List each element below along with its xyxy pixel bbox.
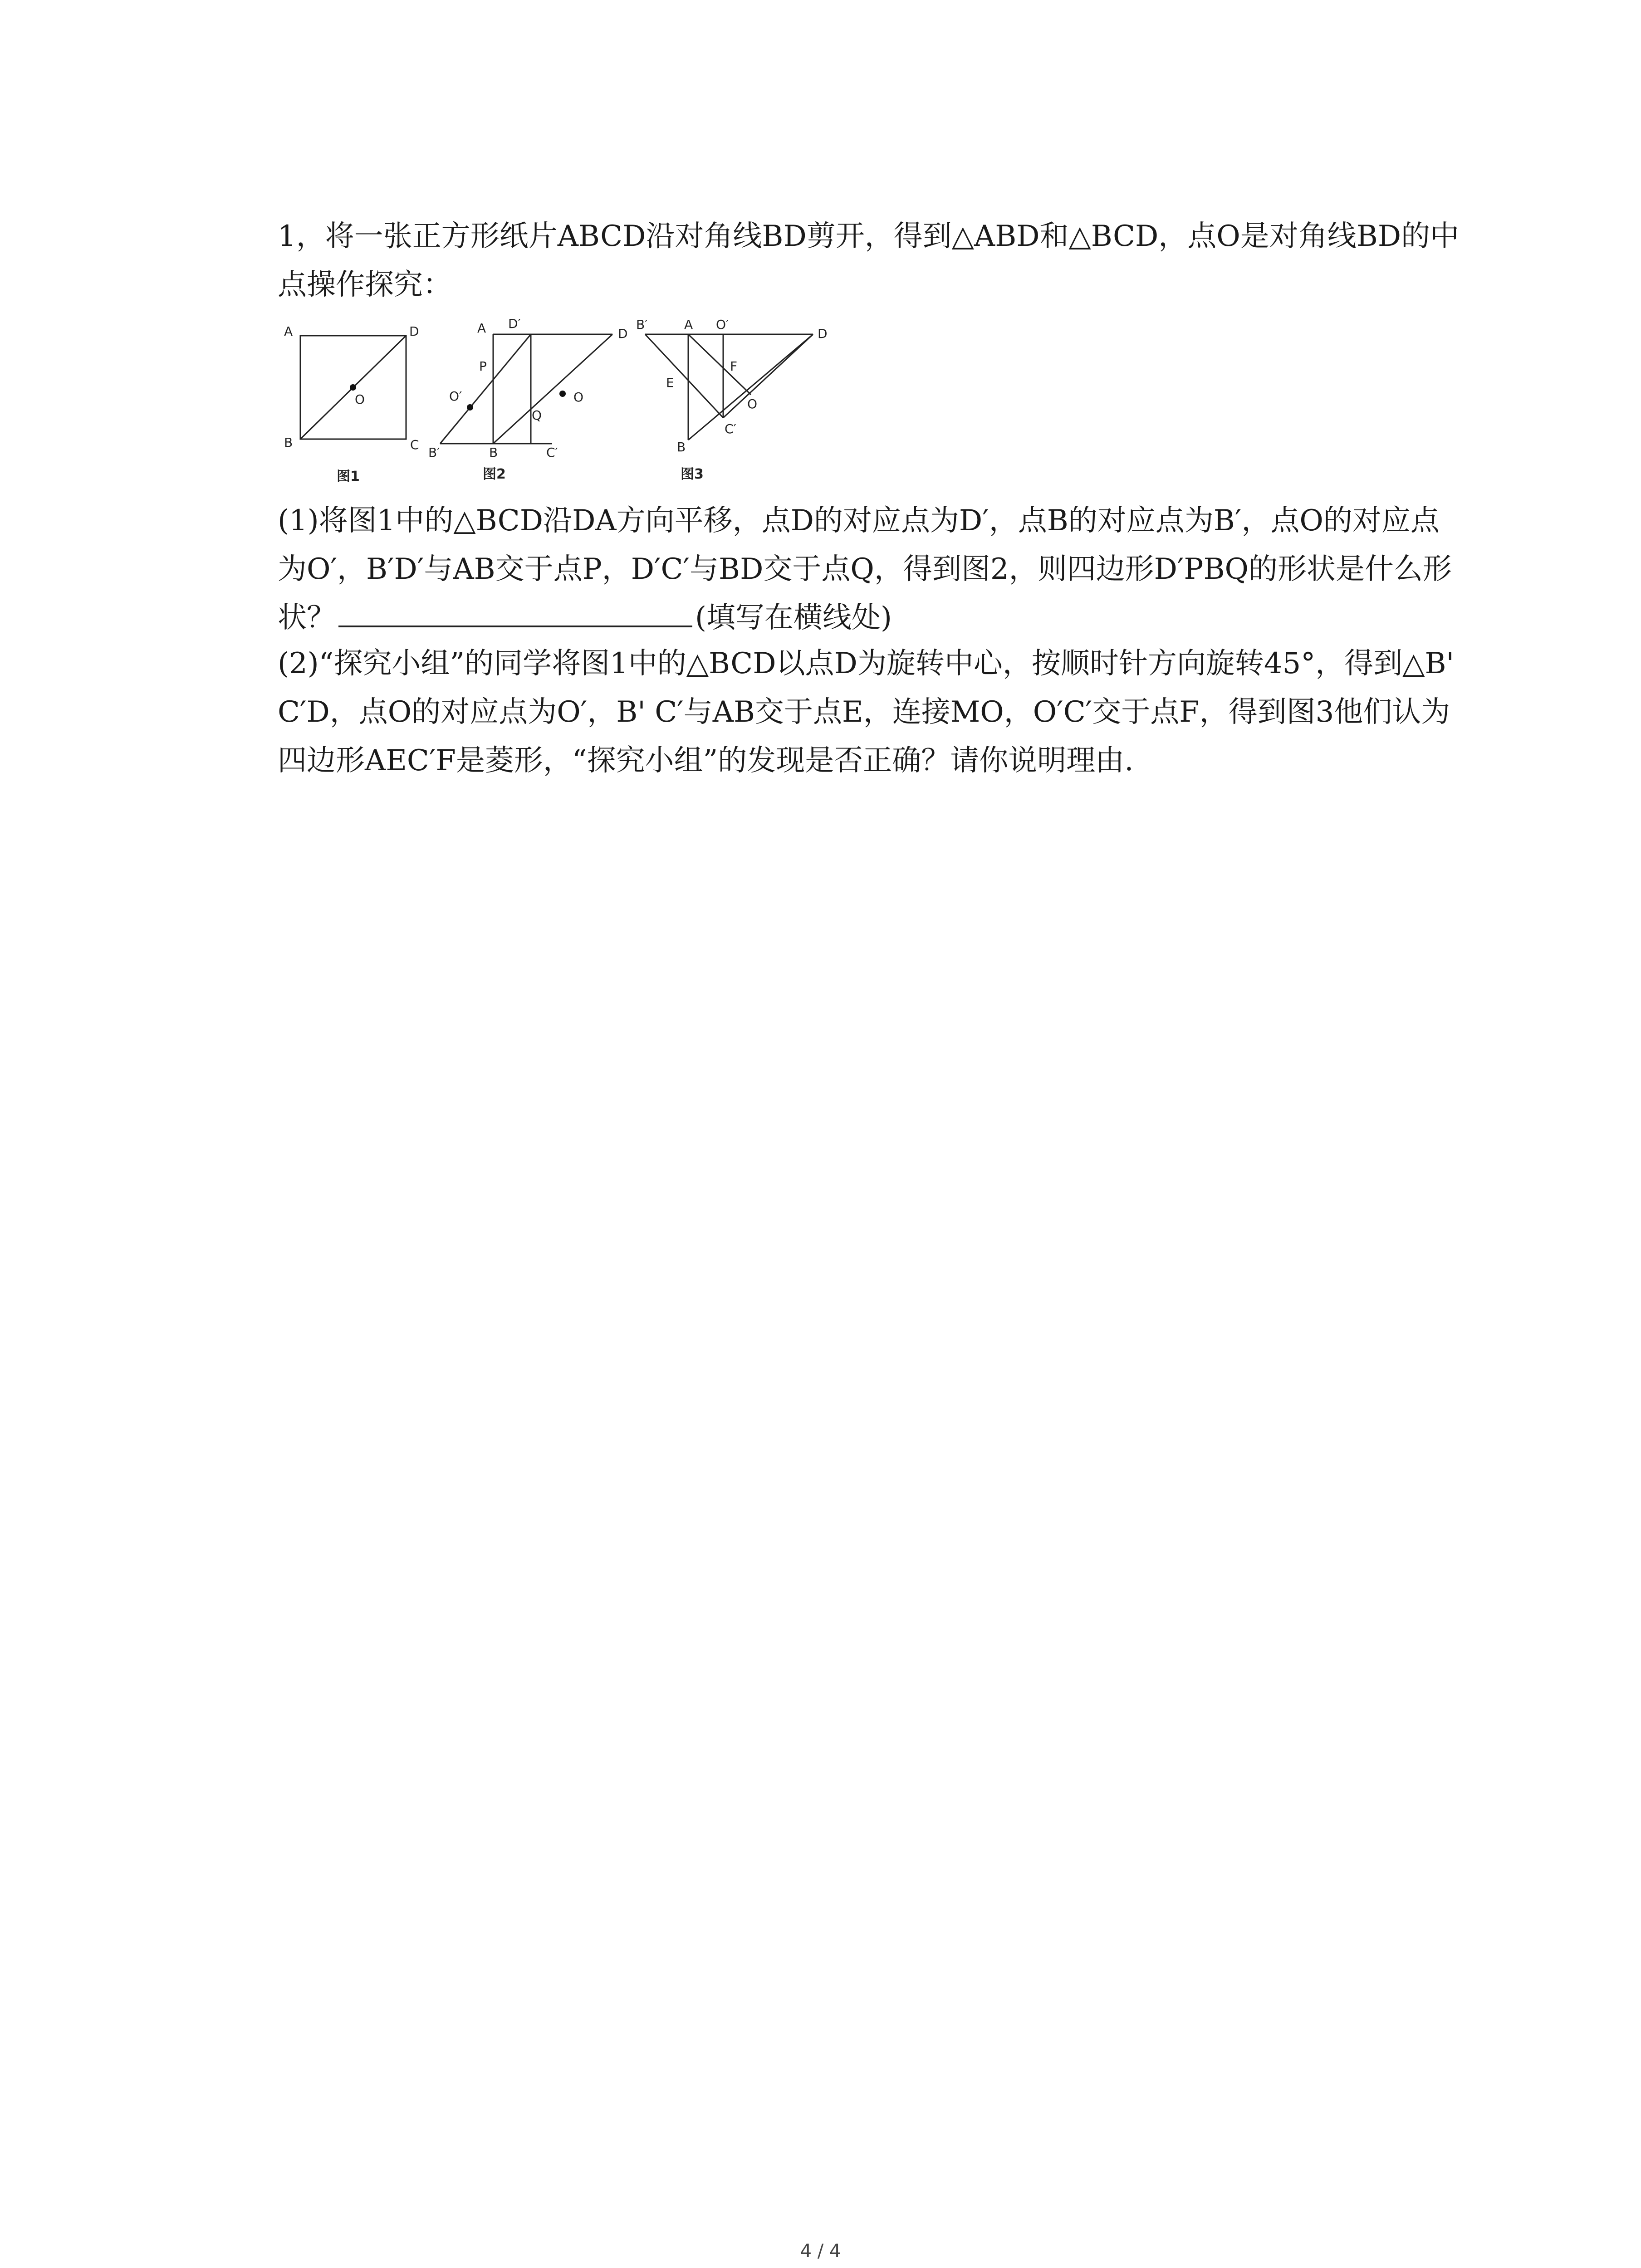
- label-b-prime: B′: [428, 445, 440, 460]
- label-o: O: [355, 392, 365, 407]
- segment-b-d: [688, 334, 813, 440]
- question-part-1: [278, 497, 1466, 642]
- segment-d-c-prime: [723, 334, 813, 418]
- point-o-fig2: [559, 391, 566, 397]
- label-b: B: [489, 445, 498, 460]
- label-c-prime: C′: [546, 445, 558, 460]
- geometry-figures: [278, 311, 858, 492]
- label-p: P: [479, 359, 487, 374]
- question-intro: 1，将一张正方形纸片ABCD沿对角线BD剪开，得到△ABD和△BCD，点O是对角线BD的中点操作探究：: [278, 220, 1460, 302]
- label-a: A: [684, 317, 693, 332]
- label-d: D: [818, 326, 828, 341]
- caption-fig1: 图1: [337, 469, 360, 484]
- segment-a-o: [688, 334, 751, 395]
- segment-b-prime-c-prime: [645, 334, 723, 418]
- segment-b-d: [493, 334, 612, 444]
- page-number: 4 / 4: [800, 2241, 841, 2262]
- label-o: O: [747, 396, 758, 411]
- label-b: B: [284, 435, 293, 450]
- label-a: A: [284, 324, 293, 339]
- point-o-fig1: [350, 384, 356, 391]
- label-d: D: [409, 324, 419, 339]
- label-o-prime: O′: [449, 389, 462, 404]
- label-o-prime: O′: [716, 317, 729, 332]
- caption-fig3: 图3: [681, 466, 704, 482]
- figure-2: [440, 334, 612, 444]
- question-part-2: (2)“探究小组”的同学将图1中的△BCD以点D为旋转中心，按顺时针方向旋转45°，得到△B' C′D，点O的对应点为O′，B' C′与AB交于点E，连接MO，O′C′交于点F，得到图3他们认为四边形AEC′F是菱形，“探究小组”的发现是否正确？请你说明理由.: [278, 647, 1464, 777]
- label-d: D: [618, 326, 628, 341]
- part-1-hint: (填写在横线处): [695, 601, 892, 635]
- label-o: O: [573, 390, 584, 405]
- part-1-text: (1)将图1中的△BCD沿DA方向平移，点D的对应点为D′，点B的对应点为B′，点O的对应点为O′，B′D′与AB交于点P，D′C′与BD交于点Q，得到图2，则四边形D′PBQ的形状是什么形状？: [278, 504, 1452, 635]
- label-f: F: [730, 359, 738, 374]
- label-q: Q: [532, 408, 542, 423]
- label-b: B: [677, 440, 686, 455]
- label-d-prime: D′: [508, 316, 521, 331]
- figure-strip: [278, 311, 858, 492]
- point-o-prime-fig2: [467, 404, 473, 411]
- caption-fig2: 图2: [483, 466, 506, 482]
- label-c: C: [410, 437, 419, 452]
- label-c-prime: C′: [725, 421, 736, 436]
- label-a: A: [477, 321, 486, 336]
- label-e: E: [666, 375, 674, 390]
- label-b-prime: B′: [636, 317, 648, 332]
- answer-blank[interactable]: [338, 600, 692, 627]
